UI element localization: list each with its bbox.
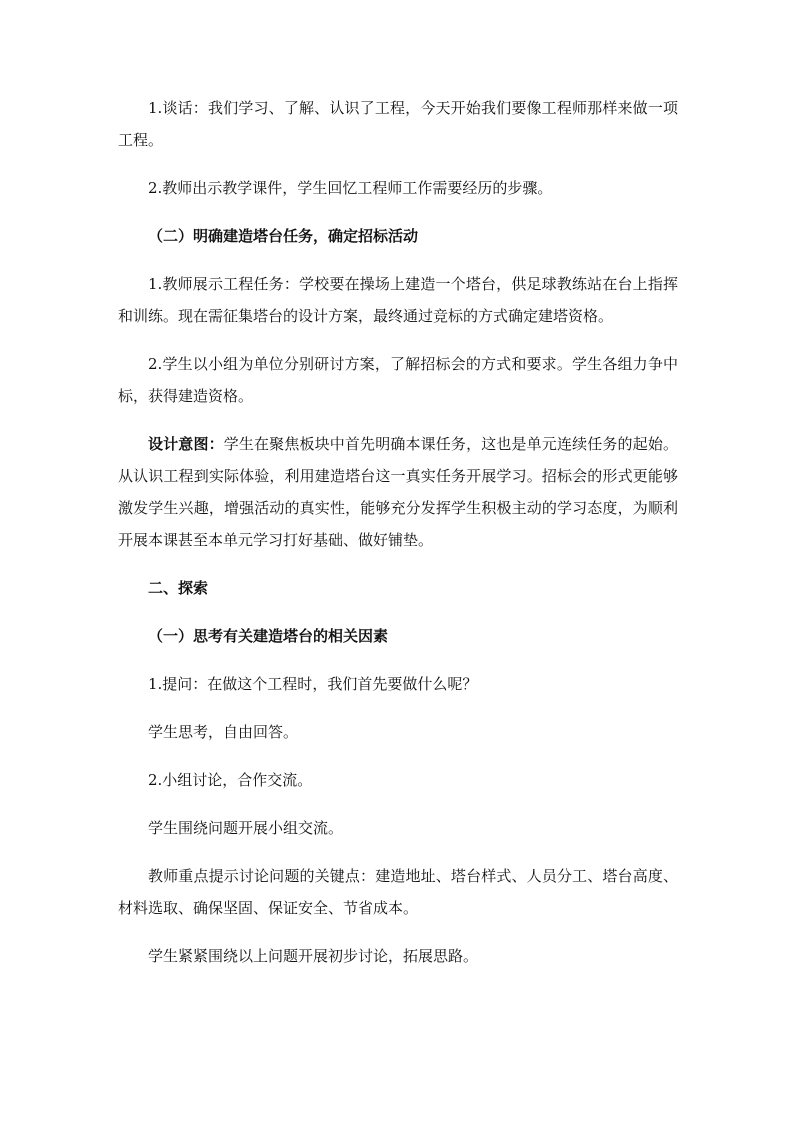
- document-page: [118, 92, 678, 988]
- design-intent-text: 学生在聚焦板块中首先明确本课任务，这也是单元连续任务的起始。从认识工程到实际体验，利用建造塔台这一真实任务开展学习。招标会的形式更能够激发学生兴趣，增强活动的真实性，能够充分发挥学生积极主动的学习态度，为顺利开展本课甚至本单元学习打好基础、做好铺垫。: [118, 435, 678, 549]
- section-heading-task: （二）明确建造塔台任务，确定招标活动: [148, 227, 419, 245]
- paragraph-design-intent: [118, 428, 678, 556]
- paragraph-preliminary-discussion: 学生紧紧围绕以上问题开展初步讨论，拓展思路。: [148, 947, 479, 965]
- paragraph-student-exchange: 学生围绕问题开展小组交流。: [148, 819, 344, 837]
- paragraph-courseware: 2.教师出示教学课件，学生回忆工程师工作需要经历的步骤。: [148, 179, 553, 197]
- section-heading-explore: 二、探索: [148, 579, 209, 597]
- paragraph-question: 1.提问：在做这个工程时，我们首先要做什么呢？: [148, 675, 478, 693]
- paragraph-talk: 1.谈话：我们学习、了解、认识了工程，今天开始我们要像工程师那样来做一项工程。: [118, 99, 678, 149]
- paragraph-student-think: 学生思考，自由回答。: [148, 723, 299, 741]
- paragraph-key-points: 教师重点提示讨论问题的关键点：建造地址、塔台样式、人员分工、塔台高度、材料选取、确保坚固、保证安全、节省成本。: [118, 867, 678, 917]
- paragraph-engineering-task: 1.教师展示工程任务：学校要在操场上建造一个塔台，供足球教练站在台上指挥和训练。现在需征集塔台的设计方案，最终通过竞标的方式确定建塔资格。: [118, 275, 678, 325]
- paragraph-group-talk: 2.小组讨论，合作交流。: [148, 771, 313, 789]
- subsection-heading-factors: （一）思考有关建造塔台的相关因素: [148, 627, 389, 645]
- design-intent-label: 设计意图：: [148, 435, 224, 453]
- paragraph-group-discussion: 2.学生以小组为单位分别研讨方案，了解招标会的方式和要求。学生各组力争中标，获得建造资格。: [118, 355, 678, 405]
